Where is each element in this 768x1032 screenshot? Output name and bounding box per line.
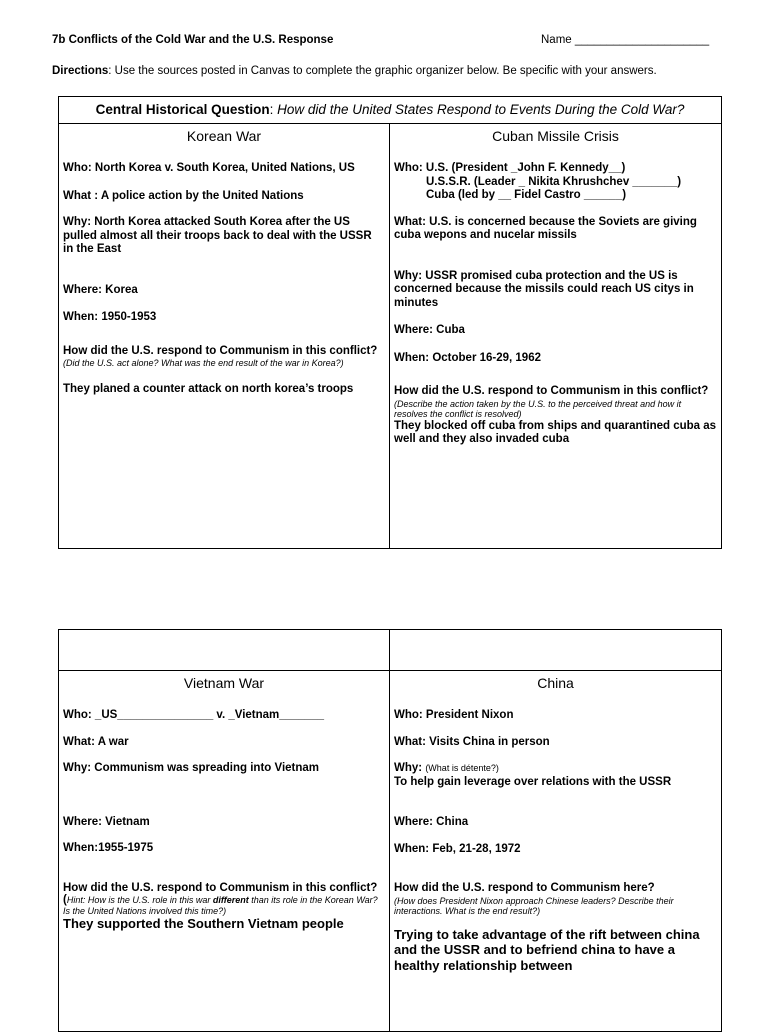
china-when: When: Feb, 21-28, 1972 bbox=[394, 842, 521, 855]
cuban-response-question: How did the U.S. respond to Communism in this conflict? bbox=[394, 385, 709, 397]
china-response-hint: (How does President Nixon approach Chinese leaders? Describe their interactions. What is the end result?) bbox=[394, 895, 674, 916]
vietnam-title: Vietnam War bbox=[183, 675, 265, 691]
china-where: Where: China bbox=[394, 816, 469, 828]
worksheet-title: 7b Conflicts of the Cold War and the U.S. Response bbox=[52, 34, 334, 46]
cuban-response-hint: (Describe the action taken by the U.S. to the perceived threat and how it resolves the conflict is resolved) bbox=[394, 398, 682, 419]
vietnam-response-answer: They supported the Southern Vietnam people bbox=[63, 916, 344, 931]
vietnam-when: When:1955-1975 bbox=[63, 842, 154, 854]
korean-war-title: Korean War bbox=[186, 128, 262, 144]
directions-text: : Use the sources posted in Canvas to complete the graphic organizer below. Be specific with your answers. bbox=[108, 65, 657, 77]
cuban-title: Cuban Missile Crisis bbox=[492, 128, 619, 144]
cuban-what: What: U.S. is concerned because the Soviets are giving cuba wepons and nucelar missils bbox=[394, 215, 697, 241]
korean-who: Who: North Korea v. South Korea, United Nations, US bbox=[63, 162, 355, 174]
organizer-top bbox=[58, 96, 722, 549]
china-response-question: How did the U.S. respond to Communism here? bbox=[394, 882, 655, 894]
china-who: Who: President Nixon bbox=[394, 709, 514, 721]
cuban-when: When: October 16-29, 1962 bbox=[394, 351, 541, 364]
empty-header-left bbox=[59, 630, 390, 671]
cuban-who-cuba: Cuba (led by __ Fidel Castro ______) bbox=[426, 189, 627, 201]
central-question-text: How did the United States Respond to Events During the Cold War? bbox=[277, 102, 685, 117]
central-question: Central Historical Question: How did the United States Respond to Events During the Cold War? bbox=[59, 97, 722, 124]
china-why-answer: To help gain leverage over relations with the USSR bbox=[394, 775, 672, 788]
china-why-hint: (What is détente?) bbox=[425, 763, 499, 773]
organizer-bottom bbox=[58, 629, 722, 1032]
cuban-who-us: Who: U.S. (President _John F. Kennedy__) bbox=[394, 162, 626, 174]
cuban-where: Where: Cuba bbox=[394, 324, 465, 336]
korean-response-answer: They planed a counter attack on north korea’s troops bbox=[63, 382, 354, 395]
vietnam-who: Who: _US_______________ v. _Vietnam_______ bbox=[63, 709, 325, 721]
china-what: What: Visits China in person bbox=[394, 735, 550, 748]
empty-header-right bbox=[390, 630, 722, 671]
vietnam-what: What: A war bbox=[63, 735, 129, 748]
vietnam-response-question: How did the U.S. respond to Communism in this conflict? bbox=[63, 881, 378, 894]
korean-where: Where: Korea bbox=[63, 283, 138, 296]
cuban-why: Why: USSR promised cuba protection and the US is concerned because the missils could reach US citys in minutes bbox=[394, 269, 694, 309]
cuban-who-ussr: U.S.S.R. (Leader _ Nikita Khrushchev _______) bbox=[426, 175, 682, 188]
name-field: Name _____________________ bbox=[541, 34, 710, 46]
directions-label: Directions bbox=[52, 65, 109, 77]
korean-why: Why: North Korea attacked South Korea after the US pulled almost all their troops back to deal with the USSR in the East bbox=[63, 216, 372, 255]
korean-war-cell bbox=[59, 124, 390, 549]
vietnam-response-hint: (Hint: How is the U.S. role in this war different than its role in the Korean War? Is the United Nations involved this time?) bbox=[63, 894, 378, 916]
china-title: China bbox=[537, 675, 574, 691]
china-response-answer: Trying to take advantage of the rift between china and the USSR and to befriend china to have a healthy relationship between bbox=[394, 926, 700, 973]
korean-response-hint: (Did the U.S. act alone? What was the end result of the war in Korea?) bbox=[63, 358, 344, 368]
cuban-response-answer: They blocked off cuba from ships and quarantined cuba as well and they also invaded cuba bbox=[394, 419, 717, 445]
china-why: Why: (What is détente?) bbox=[394, 762, 499, 774]
korean-when: When: 1950-1953 bbox=[63, 311, 157, 323]
cuban-missile-crisis-cell bbox=[390, 124, 722, 549]
korean-what: What : A police action by the United Nations bbox=[63, 189, 304, 202]
korean-response-question: How did the U.S. respond to Communism in this conflict? bbox=[63, 344, 378, 357]
vietnam-why: Why: Communism was spreading into Vietnam bbox=[63, 762, 320, 774]
directions bbox=[52, 65, 657, 77]
central-question-label: Central Historical Question bbox=[95, 102, 270, 117]
vietnam-where: Where: Vietnam bbox=[63, 815, 150, 828]
china-cell bbox=[390, 671, 722, 1032]
vietnam-war-cell bbox=[59, 671, 390, 1032]
